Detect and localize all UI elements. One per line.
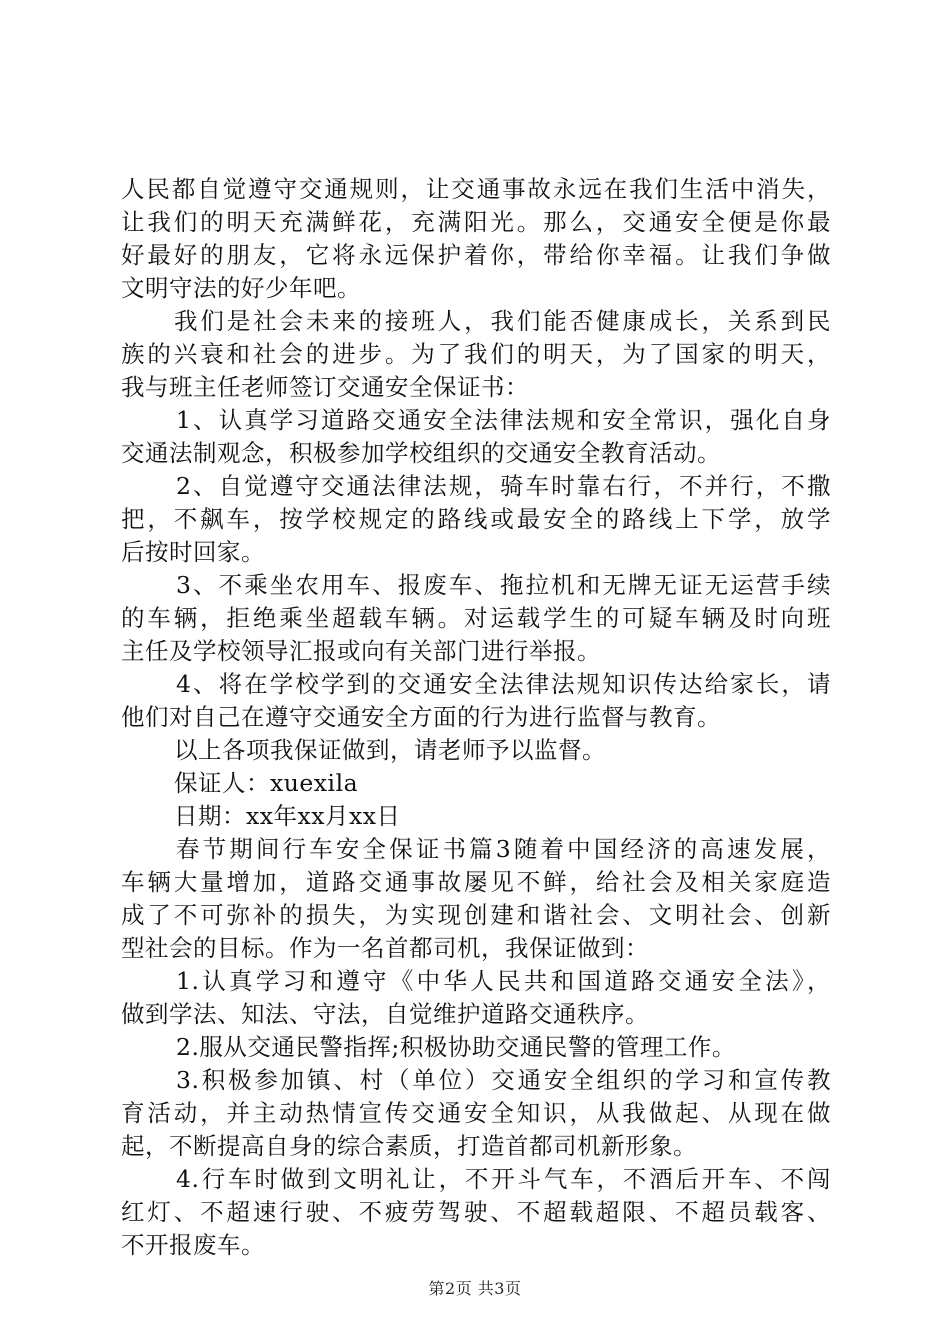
text-line: 4、将在学校学到的交通安全法律法规知识传达给家长，请 xyxy=(176,670,831,698)
text-line: 交通法制观念，积极参加学校组织的交通安全教育活动。 xyxy=(121,439,721,467)
text-line: 后按时回家。 xyxy=(121,538,265,566)
text-line: 3、不乘坐农用车、报废车、拖拉机和无牌无证无运营手续 xyxy=(176,571,831,599)
text-line: 的车辆，拒绝乘坐超载车辆。对运载学生的可疑车辆及时向班 xyxy=(121,604,831,632)
text-line: 3.积极参加镇、村（单位）交通安全组织的学习和宣传教 xyxy=(176,1066,831,1094)
text-line: 4.行车时做到文明礼让，不开斗气车，不酒后开车、不闯 xyxy=(176,1165,831,1193)
date-line: 日期：xx年xx月xx日 xyxy=(174,802,401,830)
text-line: 文明守法的好少年吧。 xyxy=(121,274,361,302)
text-line: 2、自觉遵守交通法律法规，骑车时靠右行，不并行，不撒 xyxy=(176,472,831,500)
page-number-footer: 第2页 共3页 xyxy=(428,1279,522,1298)
text-line: 育活动，并主动热情宣传交通安全知识，从我做起、从现在做 xyxy=(121,1099,831,1127)
text-line: 型社会的目标。作为一名首都司机，我保证做到： xyxy=(121,934,649,962)
text-line: 族的兴衰和社会的进步。为了我们的明天，为了国家的明天， xyxy=(121,340,831,368)
text-line: 成了不可弥补的损失，为实现创建和谐社会、文明社会、创新 xyxy=(121,901,831,929)
text-line: 他们对自己在遵守交通安全方面的行为进行监督与教育。 xyxy=(121,703,721,731)
text-line: 好最好的朋友，它将永远保护着你，带给你幸福。让我们争做 xyxy=(121,241,831,269)
text-line: 1、认真学习道路交通安全法律法规和安全常识，强化自身 xyxy=(176,406,831,434)
text-line: 人民都自觉遵守交通规则，让交通事故永远在我们生活中消失， xyxy=(121,175,831,203)
text-line: 不开报废车。 xyxy=(121,1231,265,1259)
text-line: 把，不飙车，按学校规定的路线或最安全的路线上下学，放学 xyxy=(121,505,831,533)
text-line: 我们是社会未来的接班人，我们能否健康成长，关系到民 xyxy=(174,307,831,335)
text-line: 春节期间行车安全保证书篇3随着中国经济的高速发展， xyxy=(176,835,831,863)
text-line: 主任及学校领导汇报或向有关部门进行举报。 xyxy=(121,637,601,665)
text-line: 以上各项我保证做到，请老师予以监督。 xyxy=(174,736,606,764)
text-line: 红灯、不超速行驶、不疲劳驾驶、不超载超限、不超员载客、 xyxy=(121,1198,831,1226)
text-line: 我与班主任老师签订交通安全保证书： xyxy=(121,373,529,401)
signatory-line: 保证人：xuexila xyxy=(174,769,359,797)
text-line: 做到学法、知法、守法，自觉维护道路交通秩序。 xyxy=(121,1000,649,1028)
text-line: 2.服从交通民警指挥;积极协助交通民警的管理工作。 xyxy=(176,1033,736,1061)
text-line: 起，不断提高自身的综合素质，打造首都司机新形象。 xyxy=(121,1132,697,1160)
text-line: 1.认真学习和遵守《中华人民共和国道路交通安全法》， xyxy=(176,967,831,995)
text-line: 让我们的明天充满鲜花，充满阳光。那么，交通安全便是你最 xyxy=(121,208,831,236)
text-line: 车辆大量增加，道路交通事故屡见不鲜，给社会及相关家庭造 xyxy=(121,868,831,896)
document-body xyxy=(121,173,831,1262)
